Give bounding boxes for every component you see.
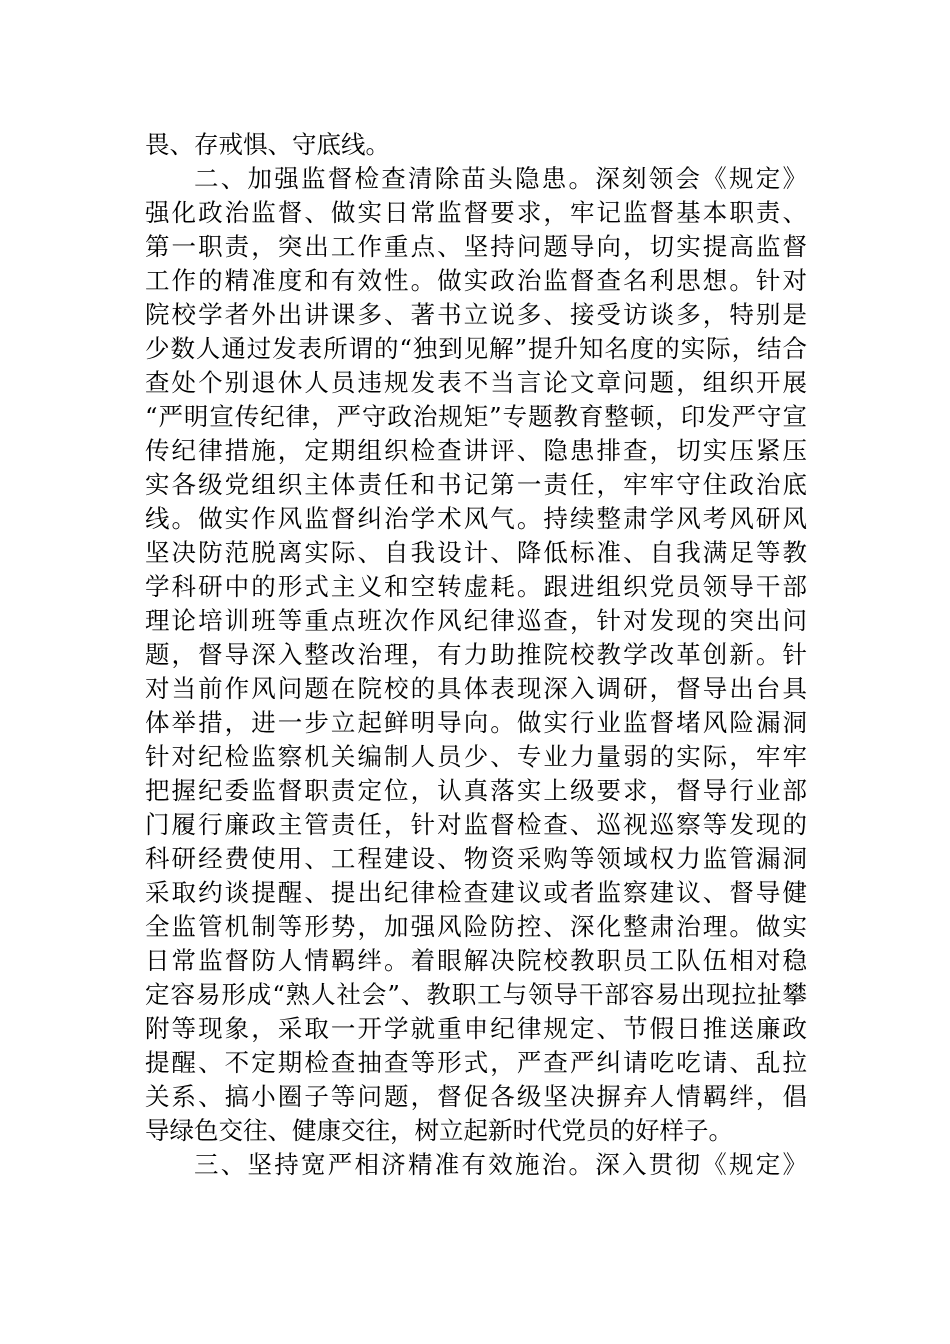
text-line-17: 对当前作风问题在院校的具体表现深入调研，督导出台具: [145, 674, 807, 703]
text-line-7: 少数人通过发表所谓的“独到见解”提升知名度的实际，结合: [145, 334, 807, 363]
text-line-16: 题，督导深入整改治理，有力助推院校教学改革创新。针: [145, 640, 807, 669]
text-line-6: 院校学者外出讲课多、著书立说多、接受访谈多，特别是: [145, 300, 807, 329]
text-line-12: 线。做实作风监督纠治学术风气。持续整肃学风考风研风: [145, 504, 807, 533]
text-line-22: 科研经费使用、工程建设、物资采购等领域权力监管漏洞: [145, 844, 807, 873]
text-line-10: 传纪律措施，定期组织检查讲评、隐患排查，切实压紧压: [145, 436, 807, 465]
text-line-19: 针对纪检监察机关编制人员少、专业力量弱的实际，牢牢: [145, 742, 807, 771]
paragraph-3-heading-line: 三、坚持宽严相济精准有效施治。深入贯彻《规定》: [194, 1150, 807, 1179]
text-line-8: 查处个别退休人员违规发表不当言论文章问题，组织开展: [145, 368, 807, 397]
text-line-25: 日常监督防人情羁绊。着眼解决院校教职员工队伍相对稳: [145, 946, 807, 975]
text-line-20: 把握纪委监督职责定位，认真落实上级要求，督导行业部: [145, 776, 807, 805]
text-line-1: 畏、存戒惧、守底线。: [145, 130, 390, 159]
text-line-21: 门履行廉政主管责任，针对监督检查、巡视巡察等发现的: [145, 810, 807, 839]
text-line-11: 实各级党组织主体责任和书记第一责任，牢牢守住政治底: [145, 470, 807, 499]
text-line-28: 提醒、不定期检查抽查等形式，严查严纠请吃吃请、乱拉: [145, 1048, 807, 1077]
text-line-13: 坚决防范脱离实际、自我设计、降低标准、自我满足等教: [145, 538, 807, 567]
text-line-4: 第一职责，突出工作重点、坚持问题导向，切实提高监督: [145, 232, 807, 261]
text-line-24: 全监管机制等形势，加强风险防控、深化整肃治理。做实: [145, 912, 807, 941]
text-line-26: 定容易形成“熟人社会”、教职工与领导干部容易出现拉扯攀: [145, 980, 807, 1009]
text-line-23: 采取约谈提醒、提出纪律检查建议或者监察建议、督导健: [145, 878, 807, 907]
text-line-30: 导绿色交往、健康交往，树立起新时代党员的好样子。: [145, 1116, 733, 1145]
text-line-3: 强化政治监督、做实日常监督要求，牢记监督基本职责、: [145, 198, 807, 227]
text-line-14: 学科研中的形式主义和空转虚耗。跟进组织党员领导干部: [145, 572, 807, 601]
text-line-5: 工作的精准度和有效性。做实政治监督查名利思想。针对: [145, 266, 807, 295]
paragraph-2-heading-line: 二、加强监督检查清除苗头隐患。深刻领会《规定》: [194, 164, 807, 193]
text-line-18: 体举措，进一步立起鲜明导向。做实行业监督堵风险漏洞: [145, 708, 807, 737]
document-page: [145, 128, 807, 1182]
text-line-27: 附等现象，采取一开学就重申纪律规定、节假日推送廉政: [145, 1014, 807, 1043]
text-line-15: 理论培训班等重点班次作风纪律巡查，针对发现的突出问: [145, 606, 807, 635]
text-line-9: “严明宣传纪律，严守政治规矩”专题教育整顿，印发严守宣: [145, 402, 807, 431]
text-line-29: 关系、搞小圈子等问题，督促各级坚决摒弃人情羁绊，倡: [145, 1082, 807, 1111]
